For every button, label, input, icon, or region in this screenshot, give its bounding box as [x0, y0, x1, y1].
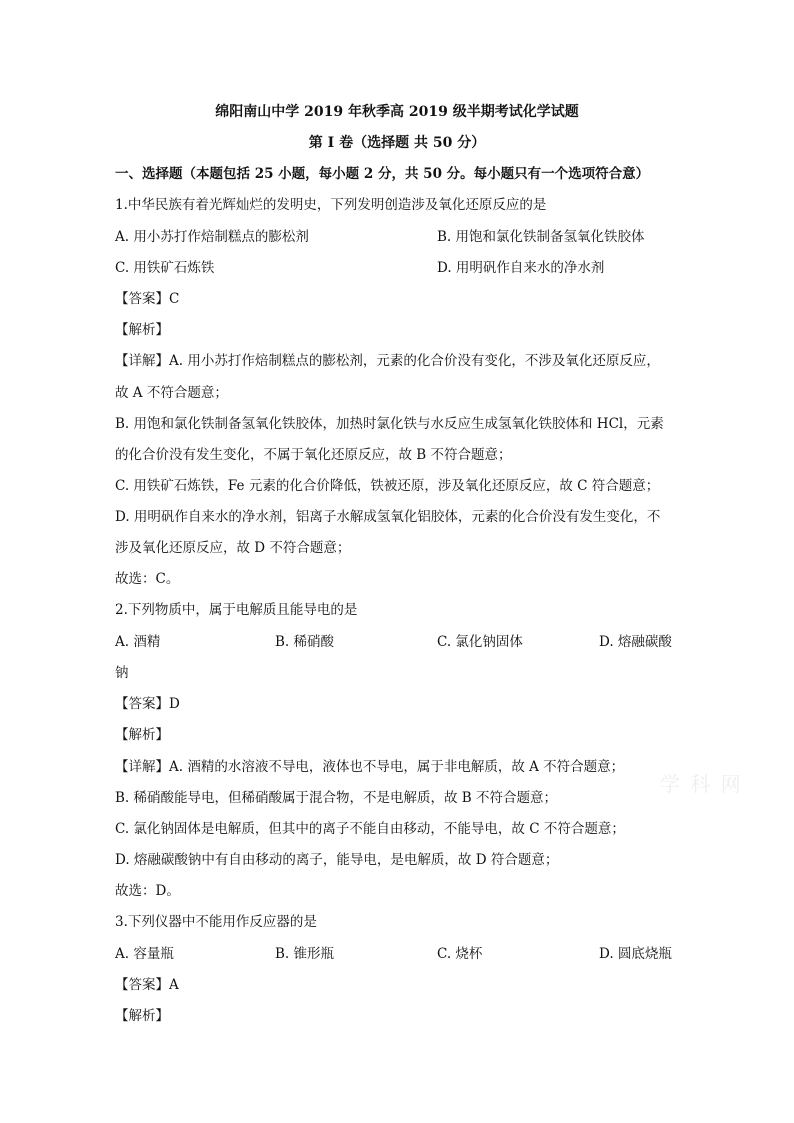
q3-analysis-label: 【解析】 [115, 1008, 169, 1024]
q2-detail-line: 【详解】A. 酒精的水溶液不导电，液体也不导电，属于非电解质，故 A 不符合题意； [115, 759, 625, 775]
q3-option-c: C. 烧杯 [437, 946, 483, 962]
q1-detail-line: 的化合价没有发生变化，不属于氧化还原反应，故 B 不符合题意； [115, 447, 512, 463]
q3-answer: 【答案】A [115, 977, 179, 993]
section-heading: 一、选择题（本题包括 25 小题，每小题 2 分，共 50 分。每小题只有一个选项符合意） [115, 166, 650, 182]
q1-detail-line: B. 用饱和氯化铁制备氢氧化铁胶体，加热时氯化铁与水反应生成氢氧化铁胶体和 HCl，元素 [115, 416, 664, 432]
q1-detail-line: 涉及氧化还原反应，故 D 不符合题意； [115, 540, 351, 556]
q1-conclusion: 故选：C。 [115, 571, 180, 587]
question-1-stem: 1.中华民族有着光辉灿烂的发明史，下列发明创造涉及氧化还原反应的是 [115, 197, 547, 213]
q2-detail-line: D. 熔融碳酸钠中有自由移动的离子，能导电，是电解质，故 D 符合题意； [115, 852, 559, 868]
q2-option-c: C. 氯化钠固体 [437, 634, 523, 650]
q3-option-a: A. 容量瓶 [115, 946, 174, 962]
q1-detail-line: 故 A 不符合题意； [115, 385, 228, 401]
q2-option-d: D. 熔融碳酸 [599, 634, 672, 650]
question-3-stem: 3.下列仪器中不能用作反应器的是 [115, 914, 317, 930]
q3-option-b: B. 锥形瓶 [275, 946, 335, 962]
q2-option-b: B. 稀硝酸 [275, 634, 335, 650]
q1-analysis-label: 【解析】 [115, 322, 169, 338]
page-subtitle: 第 I 卷（选择题 共 50 分） [308, 135, 486, 151]
page-title: 绵阳南山中学 2019 年秋季高 2019 级半期考试化学试题 [215, 104, 579, 120]
q1-option-b: B. 用饱和氯化铁制备氢氧化铁胶体 [437, 229, 645, 245]
q2-analysis-label: 【解析】 [115, 727, 169, 743]
q2-detail-line: B. 稀硝酸能导电，但稀硝酸属于混合物，不是电解质，故 B 不符合题意； [115, 790, 558, 806]
q1-detail-line: C. 用铁矿石炼铁，Fe 元素的化合价降低，铁被还原，涉及氧化还原反应，故 C 符合题意； [115, 478, 660, 494]
q1-option-d: D. 用明矾作自来水的净水剂 [437, 260, 605, 276]
q2-option-a: A. 酒精 [115, 634, 161, 650]
q2-detail-line: C. 氯化钠固体是电解质，但其中的离子不能自由移动，不能导电，故 C 不符合题意； [115, 821, 625, 837]
q2-conclusion: 故选：D。 [115, 883, 180, 899]
q3-option-d: D. 圆底烧瓶 [599, 946, 672, 962]
q1-detail-line: 【详解】A. 用小苏打作焙制糕点的膨松剂，元素的化合价没有变化，不涉及氧化还原反应， [115, 353, 660, 369]
watermark: 学 科 网 [660, 772, 743, 796]
question-2-stem: 2.下列物质中，属于电解质且能导电的是 [115, 602, 358, 618]
q1-option-a: A. 用小苏打作焙制糕点的膨松剂 [115, 229, 309, 245]
q2-option-d-wrap: 钠 [115, 665, 129, 681]
q1-detail-line: D. 用明矾作自来水的净水剂，铝离子水解成氢氧化铝胶体，元素的化合价没有发生变化，不 [115, 509, 661, 525]
q1-answer: 【答案】C [115, 291, 180, 307]
q1-option-c: C. 用铁矿石炼铁 [115, 260, 215, 276]
q2-answer: 【答案】D [115, 696, 180, 712]
